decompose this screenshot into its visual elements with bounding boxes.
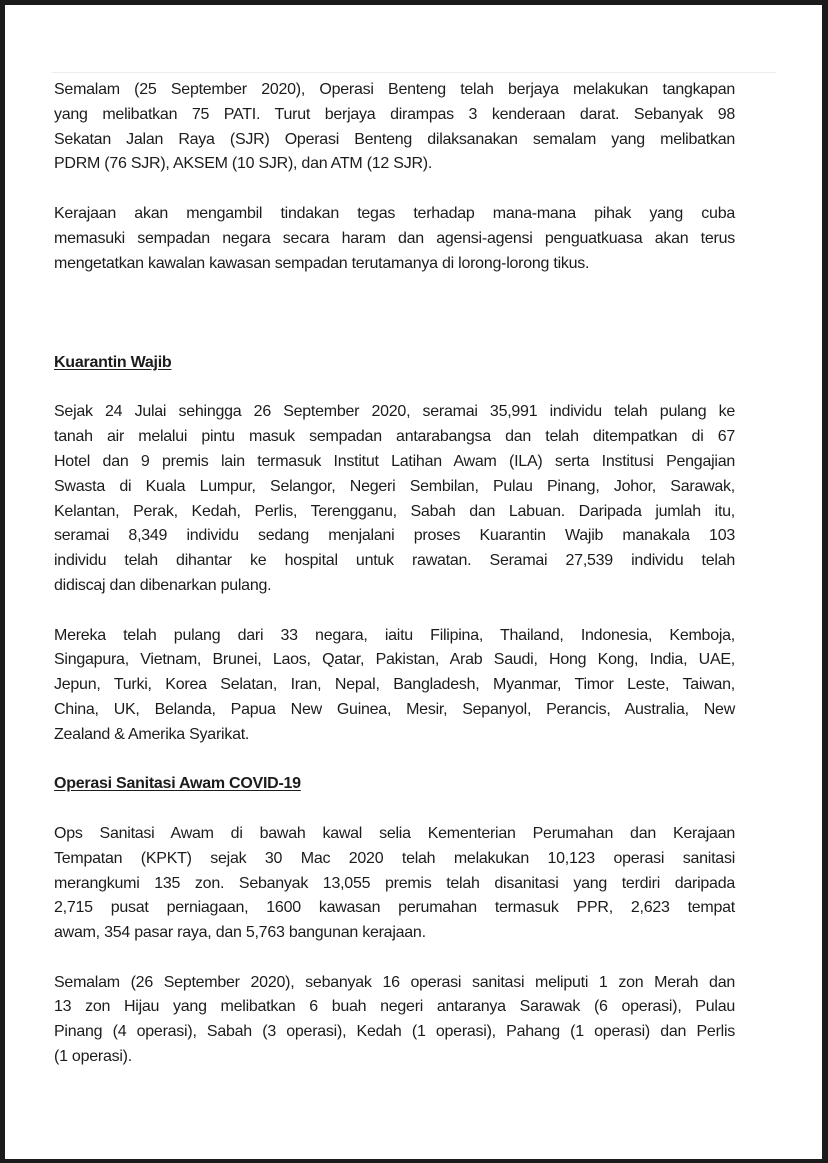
text-line: merangkumi 135 zon. Sebanyak 13,055 premis telah disanitasi yang terdiri daripada <box>54 874 735 892</box>
text-line: PDRM (76 SJR), AKSEM (10 SJR), dan ATM (12 SJR). <box>54 155 433 173</box>
text-line: China, UK, Belanda, Papua New Guinea, Mesir, Sepanyol, Perancis, Australia, New <box>54 700 735 718</box>
text-line: individu telah dihantar ke hospital untuk rawatan. Seramai 27,539 individu telah <box>54 552 735 570</box>
paragraph-kuarantin-stats <box>54 400 735 598</box>
text-line: 13 zon Hijau yang melibatkan 6 buah negeri antaranya Sarawak (6 operasi), Pulau <box>54 998 735 1016</box>
text-line: Hotel dan 9 premis lain termasuk Institut Latihan Awam (ILA) serta Institusi Pengajian <box>54 452 735 470</box>
document-page <box>5 5 822 1159</box>
text-line: Jepun, Turki, Korea Selatan, Iran, Nepal, Bangladesh, Myanmar, Timor Leste, Taiwan, <box>54 676 735 694</box>
text-line: Sekatan Jalan Raya (SJR) Operasi Benteng dilaksanakan semalam yang melibatkan <box>54 130 735 148</box>
text-line: Swasta di Kuala Lumpur, Selangor, Negeri Sembilan, Pulau Pinang, Johor, Sarawak, <box>54 477 735 495</box>
text-line: seramai 8,349 individu sedang menjalani proses Kuarantin Wajib manakala 103 <box>54 527 735 545</box>
section-heading-operasi-sanitasi: Operasi Sanitasi Awam COVID-19 <box>54 775 301 793</box>
text-line: Kerajaan akan mengambil tindakan tegas terhadap mana-mana pihak yang cuba <box>54 204 735 222</box>
text-line: awam, 354 pasar raya, dan 5,763 bangunan kerajaan. <box>54 924 426 942</box>
text-line: 2,715 pusat perniagaan, 1600 kawasan perumahan termasuk PPR, 2,623 tempat <box>54 899 735 917</box>
text-line: didiscaj dan dibenarkan pulang. <box>54 576 272 594</box>
text-line: Tempatan (KPKT) sejak 30 Mac 2020 telah melakukan 10,123 operasi sanitasi <box>54 849 735 867</box>
text-line: (1 operasi). <box>54 1048 132 1066</box>
paragraph-kuarantin-negara <box>54 624 735 748</box>
text-line: memasuki sempadan negara secara haram dan agensi-agensi penguatkuasa akan terus <box>54 229 735 247</box>
header-divider <box>52 72 776 73</box>
text-line: Kelantan, Perak, Kedah, Perlis, Terengganu, Sabah dan Labuan. Daripada jumlah itu, <box>54 502 735 520</box>
text-line: Sejak 24 Julai sehingga 26 September 2020, seramai 35,991 individu telah pulang ke <box>54 403 735 421</box>
text-line: Semalam (25 September 2020), Operasi Benteng telah berjaya melakukan tangkapan <box>54 81 735 98</box>
paragraph-tindakan-tegas <box>54 202 735 276</box>
paragraph-sanitasi-stats <box>54 822 735 946</box>
text-line: Mereka telah pulang dari 33 negara, iaitu Filipina, Thailand, Indonesia, Kemboja, <box>54 626 735 644</box>
text-line: Singapura, Vietnam, Brunei, Laos, Qatar, Pakistan, Arab Saudi, Hong Kong, India, UAE, <box>54 651 735 669</box>
document-body <box>54 78 735 1095</box>
text-line: tanah air melalui pintu masuk sempadan antarabangsa dan telah ditempatkan di 67 <box>54 428 735 446</box>
paragraph-operasi-benteng <box>54 78 735 177</box>
text-line: Semalam (26 September 2020), sebanyak 16 operasi sanitasi meliputi 1 zon Merah dan <box>54 973 735 991</box>
spacer <box>54 301 735 351</box>
text-line: Zealand & Amerika Syarikat. <box>54 725 250 743</box>
paragraph-sanitasi-semalam <box>54 971 735 1070</box>
text-line: Ops Sanitasi Awam di bawah kawal selia Kementerian Perumahan dan Kerajaan <box>54 824 735 842</box>
section-heading-kuarantin-wajib: Kuarantin Wajib <box>54 353 172 371</box>
text-line: mengetatkan kawalan kawasan sempadan terutamanya di lorong-lorong tikus. <box>54 254 590 272</box>
text-line: yang melibatkan 75 PATI. Turut berjaya dirampas 3 kenderaan darat. Sebanyak 98 <box>54 105 735 123</box>
text-line: Pinang (4 operasi), Sabah (3 operasi), Kedah (1 operasi), Pahang (1 operasi) dan Perlis <box>54 1023 735 1041</box>
